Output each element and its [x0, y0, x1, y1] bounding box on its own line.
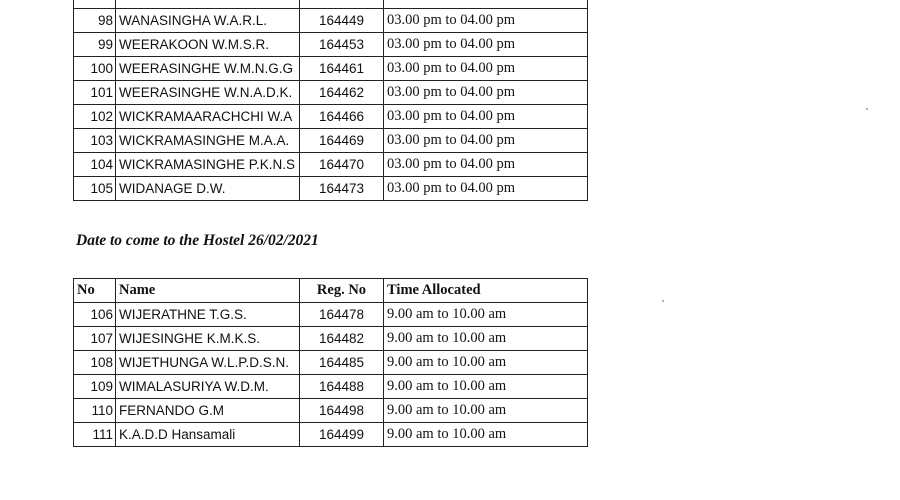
- row-number: [74, 0, 116, 9]
- table-row: [74, 33, 588, 57]
- allocation-table-continued: [73, 0, 588, 201]
- registration-number: 164449: [300, 9, 384, 33]
- registration-number: [300, 0, 384, 9]
- time-allocated: 9.00 am to 10.00 am: [384, 375, 588, 399]
- student-name: WANASINGHA W.A.R.L.: [116, 9, 300, 33]
- table-row: [74, 423, 588, 447]
- allocation-table-header: [74, 279, 588, 303]
- table-row: [74, 57, 588, 81]
- column-header-name: Name: [116, 279, 300, 303]
- table-row: [74, 375, 588, 399]
- registration-number: 164466: [300, 105, 384, 129]
- scan-speck: [662, 300, 664, 302]
- row-number: 110: [74, 399, 116, 423]
- row-number: 99: [74, 33, 116, 57]
- time-allocated: 03.00 pm to 04.00 pm: [384, 105, 588, 129]
- registration-number: 164461: [300, 57, 384, 81]
- column-header-time-allocated: Time Allocated: [384, 279, 588, 303]
- table-row-cut-off: [74, 0, 588, 9]
- table-row: [74, 399, 588, 423]
- time-allocated: 03.00 pm to 04.00 pm: [384, 33, 588, 57]
- registration-number: 164469: [300, 129, 384, 153]
- registration-number: 164498: [300, 399, 384, 423]
- time-allocated: 03.00 pm to 04.00 pm: [384, 81, 588, 105]
- registration-number: 164482: [300, 327, 384, 351]
- registration-number: 164462: [300, 81, 384, 105]
- time-allocated: 9.00 am to 10.00 am: [384, 303, 588, 327]
- student-name: WEERAKOON W.M.S.R.: [116, 33, 300, 57]
- row-number: 100: [74, 57, 116, 81]
- registration-number: 164473: [300, 177, 384, 201]
- row-number: 104: [74, 153, 116, 177]
- allocation-table: [73, 278, 588, 447]
- allocation-table-body: [74, 303, 588, 447]
- registration-number: 164485: [300, 351, 384, 375]
- time-allocated: 9.00 am to 10.00 am: [384, 327, 588, 351]
- student-name: WIDANAGE D.W.: [116, 177, 300, 201]
- row-number: 103: [74, 129, 116, 153]
- student-name: WEERASINGHE W.N.A.D.K.: [116, 81, 300, 105]
- table-row: [74, 129, 588, 153]
- time-allocated: 03.00 pm to 04.00 pm: [384, 177, 588, 201]
- time-allocated: 03.00 pm to 04.00 pm: [384, 153, 588, 177]
- student-name: WIJERATHNE T.G.S.: [116, 303, 300, 327]
- registration-number: 164488: [300, 375, 384, 399]
- registration-number: 164478: [300, 303, 384, 327]
- scan-speck: [866, 108, 868, 110]
- table-row: [74, 9, 588, 33]
- row-number: 111: [74, 423, 116, 447]
- table-row: [74, 177, 588, 201]
- student-name: WEERASINGHE W.M.N.G.G: [116, 57, 300, 81]
- row-number: 101: [74, 81, 116, 105]
- row-number: 102: [74, 105, 116, 129]
- table-row: [74, 327, 588, 351]
- table-row: [74, 303, 588, 327]
- table-row: [74, 105, 588, 129]
- row-number: 105: [74, 177, 116, 201]
- time-allocated: 9.00 am to 10.00 am: [384, 399, 588, 423]
- time-allocated: 03.00 pm to 04.00 pm: [384, 129, 588, 153]
- registration-number: 164453: [300, 33, 384, 57]
- student-name: WICKRAMASINGHE M.A.A.: [116, 129, 300, 153]
- time-allocated: 03.00 pm to 04.00 pm: [384, 57, 588, 81]
- time-allocated: 9.00 am to 10.00 am: [384, 351, 588, 375]
- hostel-date-heading: Date to come to the Hostel 26/02/2021: [76, 232, 319, 249]
- time-allocated: 9.00 am to 10.00 am: [384, 423, 588, 447]
- row-number: 108: [74, 351, 116, 375]
- row-number: 98: [74, 9, 116, 33]
- registration-number: 164499: [300, 423, 384, 447]
- student-name: FERNANDO G.M: [116, 399, 300, 423]
- student-name: K.A.D.D Hansamali: [116, 423, 300, 447]
- table-row: [74, 351, 588, 375]
- student-name: WIJESINGHE K.M.K.S.: [116, 327, 300, 351]
- allocation-table-continued-body: [74, 0, 588, 201]
- table-row: [74, 153, 588, 177]
- table-row: [74, 81, 588, 105]
- row-number: 106: [74, 303, 116, 327]
- column-header-no: No: [74, 279, 116, 303]
- column-header-reg-no: Reg. No: [300, 279, 384, 303]
- student-name: WIJETHUNGA W.L.P.D.S.N.: [116, 351, 300, 375]
- student-name: [116, 0, 300, 9]
- student-name: WIMALASURIYA W.D.M.: [116, 375, 300, 399]
- time-allocated: 03.00 pm to 04.00 pm: [384, 9, 588, 33]
- row-number: 109: [74, 375, 116, 399]
- row-number: 107: [74, 327, 116, 351]
- time-allocated: [384, 0, 588, 9]
- student-name: WICKRAMASINGHE P.K.N.S: [116, 153, 300, 177]
- registration-number: 164470: [300, 153, 384, 177]
- student-name: WICKRAMAARACHCHI W.A: [116, 105, 300, 129]
- header-row: [74, 279, 588, 303]
